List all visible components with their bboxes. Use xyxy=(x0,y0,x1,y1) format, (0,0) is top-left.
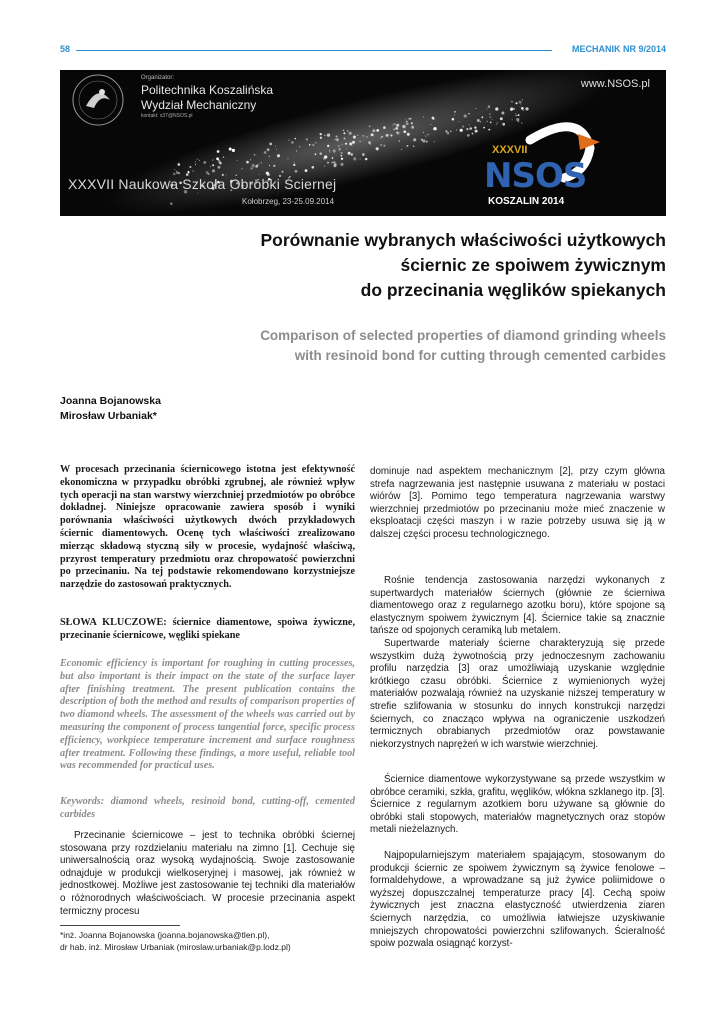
star-dot xyxy=(170,202,172,204)
star-dot xyxy=(192,170,193,171)
footnote-line: *inż. Joanna Bojanowska (joanna.bojanowska@tlen.pl), xyxy=(60,930,270,940)
star-dot xyxy=(489,116,491,118)
star-dot xyxy=(267,148,270,151)
star-dot xyxy=(475,108,476,109)
star-dot xyxy=(487,121,488,122)
star-dot xyxy=(399,140,400,141)
star-dot xyxy=(336,135,338,137)
star-dot xyxy=(347,130,349,132)
star-dot xyxy=(411,122,413,124)
star-dot xyxy=(311,166,314,169)
star-dot xyxy=(197,193,198,194)
star-dot xyxy=(327,133,330,136)
star-dot xyxy=(447,132,450,135)
star-dot xyxy=(380,137,381,138)
star-dot xyxy=(515,102,517,104)
star-dot xyxy=(421,139,423,141)
star-dot xyxy=(365,158,367,160)
star-dot xyxy=(269,165,270,166)
footnote-rule xyxy=(60,925,180,926)
star-dot xyxy=(173,173,176,176)
star-dot xyxy=(341,155,343,157)
star-dot xyxy=(250,167,252,169)
star-dot xyxy=(403,130,406,133)
star-dot xyxy=(401,149,402,150)
star-dot xyxy=(218,160,221,163)
star-dot xyxy=(295,170,298,173)
star-dot xyxy=(477,119,480,122)
star-dot xyxy=(454,111,456,113)
star-dot xyxy=(520,104,521,105)
star-dot xyxy=(523,110,524,111)
university-seal-icon xyxy=(73,75,123,125)
star-dot xyxy=(434,141,435,142)
star-dot xyxy=(522,99,523,100)
star-dot xyxy=(176,173,177,174)
star-dot xyxy=(423,116,424,117)
star-dot xyxy=(488,129,490,131)
star-dot xyxy=(512,119,513,120)
star-dot xyxy=(212,164,214,166)
journal-name: MECHANIK NR 9/2014 xyxy=(571,44,666,54)
star-dot xyxy=(458,121,459,122)
star-dot xyxy=(340,163,343,166)
star-dot xyxy=(466,128,468,130)
body-paragraph: dominuje nad aspektem mechanicznym [2], przy czym główna strefa nagrzewania jest następnie usuwana z materiału w postaci wiórów [3]. Pomimo tego temperatura nagrzewania warstwy wierzchniej przedmiotów po przecinaniu może mieć znaczenie w eksploatacji części maszyn i w razie potrzeby usuwa się ją w dalszej części procesu technologicznego. xyxy=(370,466,665,540)
star-dot xyxy=(497,122,498,123)
star-dot xyxy=(490,121,492,123)
star-dot xyxy=(369,125,371,127)
star-dot xyxy=(362,154,363,155)
star-dot xyxy=(360,141,361,142)
star-dot xyxy=(394,123,396,125)
star-dot xyxy=(188,171,190,173)
star-dot xyxy=(306,138,308,140)
star-dot xyxy=(460,129,463,132)
star-dot xyxy=(319,153,320,154)
star-dot xyxy=(389,134,390,135)
star-dot xyxy=(351,153,353,155)
star-dot xyxy=(212,169,215,172)
star-dot xyxy=(383,145,385,147)
star-dot xyxy=(324,166,325,167)
star-dot xyxy=(345,143,347,145)
star-dot xyxy=(295,138,296,139)
star-dot xyxy=(324,135,325,136)
body-paragraph: Przecinanie ściernicowe – jest to technika obróbki ściernej stosowana przy rozdzielaniu materiału na zimno [1]. Cechuje się uniwersalnością oraz wysoką wydajnością. Swoje zastosowanie odnajduje w produkcji wielkoseryjnej i masowej, jak również w jednostkowej. Możliwe jest zastosowanie tej techniki dla materiałów o różnorodnych właściwościach. W procesie przecinania aspekt termiczny procesu xyxy=(60,830,355,917)
star-dot xyxy=(517,114,519,116)
star-dot xyxy=(501,112,504,115)
star-dot xyxy=(293,164,295,166)
star-dot xyxy=(250,159,251,160)
author-name: Joanna Bojanowska xyxy=(60,395,161,407)
page-number: 58 xyxy=(60,44,71,54)
star-dot xyxy=(349,132,352,135)
star-dot xyxy=(406,123,409,126)
star-dot xyxy=(432,117,435,120)
star-dot xyxy=(371,133,374,136)
star-dot xyxy=(462,125,464,127)
star-dot xyxy=(341,158,343,160)
conference-banner xyxy=(60,70,666,216)
star-dot xyxy=(427,134,429,136)
star-dot xyxy=(510,108,513,111)
star-dot xyxy=(515,115,517,117)
star-dot xyxy=(381,136,383,138)
star-dot xyxy=(450,131,451,132)
star-dot xyxy=(500,117,503,120)
star-dot xyxy=(195,161,196,162)
star-dot xyxy=(406,121,408,123)
star-dot xyxy=(206,171,209,174)
article-title-pl xyxy=(140,228,666,303)
star-dot xyxy=(320,137,322,139)
star-dot xyxy=(336,138,339,141)
star-dot xyxy=(276,149,277,150)
keywords-en: Keywords: diamond wheels, resinoid bond, cutting-off, cemented carbides xyxy=(60,796,355,820)
star-dot xyxy=(433,127,436,130)
star-dot xyxy=(189,166,191,168)
author-name: Mirosław Urbaniak* xyxy=(60,410,157,422)
footnote-line: dr hab. inż. Mirosław Urbaniak (miroslaw.urbaniak@p.lodz.pl) xyxy=(60,942,291,952)
star-dot xyxy=(405,119,406,120)
conference-place-date: Kołobrzeg, 23-25.09.2014 xyxy=(242,197,335,206)
star-dot xyxy=(197,159,198,160)
star-dot xyxy=(217,150,220,153)
conference-title: XXXVII Naukowa Szkoła Obróbki Ściernej xyxy=(68,176,337,192)
body-paragraph: Supertwarde materiały ścierne charakteryzują się przede wszystkim dużą żywotnością przy jednoczesnym zachowaniu profilu narzędzia [3] oraz umożliwiają uzyskanie względnie krótkiego czasu obróbki. Ściernice z wymienionych wyżej materiałów pozwalają również na uzyskanie niższej temperatury w strefie szlifowania w stosunku do innych konstrukcji narzędzi ściernych, co znacząco wpływa na ograniczenie uszkodzeń termicznych obrabianych przedmiotów oraz powstawanie niekorzystnych naprężeń w ich warstwie wierzchniej. xyxy=(370,638,665,750)
star-dot xyxy=(294,162,295,163)
star-dot xyxy=(338,145,340,147)
star-dot xyxy=(341,152,343,154)
star-dot xyxy=(491,119,492,120)
star-dot xyxy=(413,138,416,141)
star-dot xyxy=(329,151,330,152)
abstract-en: Economic efficiency is important for roughing in cutting processes, but also important is their impact on the state of the surface layer after finishing treatment. The present publication contains the description of both the method and results of comparison properties of two diamond wheels. The assessment of the wheels was carried out by measuring the component of process tangential force, specific process efficiency, workpiece temperature increment and surface roughness after treatment. Following these findings, a more useful, reliable tool was recommended for practical uses. xyxy=(60,658,355,772)
star-dot xyxy=(229,148,232,151)
star-dot xyxy=(456,129,457,130)
star-dot xyxy=(177,163,180,166)
body-paragraph: Rośnie tendencja zastosowania narzędzi wykonanych z supertwardych materiałów ściernych (głównie ze ścierniwa diamentowego oraz z regularnego azotku boru), które spojone są elastycznym spoiwem żywicznym [4]. Ściernice takie są znacznie tańsze od spojonych ceramiką lub metalem. xyxy=(370,575,665,637)
star-dot xyxy=(174,169,175,170)
star-dot xyxy=(511,101,513,103)
body-paragraph: Najpopularniejszym materiałem spajającym, stosowanym do produkcji ściernic ze spoiwem żywicznym są żywice fenolowe – formaldehydowe, a wprowadzane są już żywice poliimidowe o wyższej dopuszczalnej temperaturze pracy [4]. Cechą spoiw żywicznych jest znaczna elastyczność utwierdzenia ziaren ściernych narzędzia, co umożliwia łatwiejsze uzyskiwanie mniejszych chropowatości powierzchni szlifowanych. Ścieralność spoiw pozwala osiągnąć korzyst- xyxy=(370,850,665,950)
star-dot xyxy=(338,148,341,151)
star-dot xyxy=(289,140,290,141)
star-dot xyxy=(480,121,482,123)
star-dot xyxy=(411,126,414,129)
star-dot xyxy=(396,124,399,127)
star-dot xyxy=(380,144,382,146)
star-dot xyxy=(212,159,214,161)
star-dot xyxy=(320,133,322,135)
star-dot xyxy=(232,149,235,152)
star-dot xyxy=(393,124,394,125)
logo-text: NSOS xyxy=(484,156,587,196)
star-dot xyxy=(469,127,472,130)
star-dot xyxy=(343,130,344,131)
star-dot xyxy=(246,161,249,164)
star-dot xyxy=(335,139,336,140)
star-dot xyxy=(495,107,498,110)
star-dot xyxy=(203,161,206,164)
star-dot xyxy=(454,114,455,115)
star-dot xyxy=(519,101,522,104)
star-dot xyxy=(264,151,267,154)
star-dot xyxy=(467,134,470,137)
star-dot xyxy=(407,133,410,136)
star-dot xyxy=(431,124,432,125)
title-en-line: with resinoid bond for cutting through cemented carbides xyxy=(294,348,666,363)
authors xyxy=(60,394,161,424)
organizer-faculty: Wydział Mechaniczny xyxy=(141,98,257,112)
organizer-label: Organizator: xyxy=(141,75,175,81)
star-dot xyxy=(521,107,524,110)
logo-roman-numeral: XXXVII xyxy=(492,144,528,156)
star-dot xyxy=(237,160,238,161)
star-dot xyxy=(344,137,346,139)
title-pl-line: Porównanie wybranych właściwości użytkowych xyxy=(260,230,666,250)
star-dot xyxy=(349,142,352,145)
star-dot xyxy=(269,143,272,146)
star-dot xyxy=(343,132,345,134)
star-dot xyxy=(282,171,284,173)
star-dot xyxy=(291,141,294,144)
header-rule xyxy=(76,50,552,51)
organizer-name: Politechnika Koszalińska xyxy=(141,83,274,97)
organizer-contact: kontakt: s37@NSOS.pl xyxy=(141,113,193,119)
star-dot xyxy=(254,154,256,156)
star-dot xyxy=(309,144,311,146)
star-dot xyxy=(261,162,262,163)
star-dot xyxy=(464,114,467,117)
star-dot xyxy=(386,134,389,137)
star-dot xyxy=(296,151,297,152)
star-dot xyxy=(199,160,200,161)
footnote xyxy=(60,929,291,953)
star-dot xyxy=(348,152,351,155)
star-dot xyxy=(210,166,211,167)
star-dot xyxy=(360,158,361,159)
title-pl-line: do przecinania węglików spiekanych xyxy=(360,280,666,300)
title-pl-line: ściernic ze spoiwem żywicznym xyxy=(400,255,666,275)
star-dot xyxy=(397,132,400,135)
abstract-pl: W procesach przecinania ściernicowego istotna jest efektywność ekonomiczna w przypadku obróbki zgrubnej, ale również wpływ tych operacji na stan warstwy wierzchniej przedmiotów po obróbce dokładnej. Niniejsze opracowanie zawiera sposób i wyniki porównania właściwości użytkowych dwóch przykładowych ściernic diamentowych. Ocenę tych właściwości zrealizowano mierząc składową styczną siły w procesie, wydajność właściwą, przyrost temperatury przedmiotu oraz chropowatość powierzchni po przecinaniu. Na tej podstawie rekomendowano korzystniejsze narzędzie do zastosowań praktycznych. xyxy=(60,464,355,591)
star-dot xyxy=(489,113,490,114)
star-dot xyxy=(383,126,386,129)
star-dot xyxy=(362,135,364,137)
star-dot xyxy=(395,127,398,130)
star-dot xyxy=(223,156,225,158)
star-dot xyxy=(406,146,407,147)
star-dot xyxy=(483,127,485,129)
star-dot xyxy=(312,144,314,146)
star-dot xyxy=(521,122,522,123)
star-dot xyxy=(518,121,519,122)
star-dot xyxy=(413,146,414,147)
star-dot xyxy=(216,157,219,160)
star-dot xyxy=(425,136,426,137)
star-dot xyxy=(334,163,337,166)
star-dot xyxy=(488,105,491,108)
star-dot xyxy=(426,141,428,143)
star-dot xyxy=(502,123,505,126)
star-dot xyxy=(487,108,488,109)
conference-url: www.NSOS.pl xyxy=(580,78,650,90)
star-dot xyxy=(481,116,483,118)
star-dot xyxy=(332,157,334,159)
star-dot xyxy=(346,148,347,149)
star-dot xyxy=(329,150,330,151)
star-dot xyxy=(333,149,336,152)
star-dot xyxy=(474,126,476,128)
star-dot xyxy=(258,174,259,175)
article-title-en xyxy=(140,326,666,366)
star-dot xyxy=(475,130,478,133)
star-dot xyxy=(525,107,528,110)
star-dot xyxy=(520,106,521,107)
star-dot xyxy=(273,165,275,167)
keywords-pl: SŁOWA KLUCZOWE: ściernice diamentowe, spoiwa żywiczne, przecinanie ściernicowe, węgliki spiekane xyxy=(60,617,355,641)
logo-city-year: KOSZALIN 2014 xyxy=(488,196,565,207)
star-dot xyxy=(331,162,333,164)
star-dot xyxy=(327,145,329,147)
star-dot xyxy=(353,135,356,138)
star-dot xyxy=(288,158,289,159)
star-dot xyxy=(402,125,405,128)
star-dot xyxy=(259,163,260,164)
star-dot xyxy=(305,169,308,172)
star-dot xyxy=(327,162,329,164)
star-dot xyxy=(323,157,326,160)
star-dot xyxy=(376,129,379,132)
star-dot xyxy=(408,118,410,120)
star-dot xyxy=(496,124,497,125)
star-dot xyxy=(468,113,470,115)
star-dot xyxy=(315,153,317,155)
star-dot xyxy=(178,172,180,174)
star-dot xyxy=(516,118,519,121)
star-dot xyxy=(357,135,358,136)
star-dot xyxy=(275,146,276,147)
star-dot xyxy=(352,141,355,144)
star-dot xyxy=(195,164,196,165)
star-dot xyxy=(342,144,343,145)
star-dot xyxy=(452,118,455,121)
star-dot xyxy=(353,157,356,160)
star-dot xyxy=(315,142,317,144)
star-dot xyxy=(376,147,379,150)
star-dot xyxy=(255,165,258,168)
star-dot xyxy=(299,146,300,147)
star-dot xyxy=(445,130,447,132)
star-dot xyxy=(469,124,470,125)
star-dot xyxy=(472,133,474,135)
star-dot xyxy=(391,135,393,137)
star-dot xyxy=(366,136,367,137)
star-dot xyxy=(372,129,375,132)
star-dot xyxy=(252,164,255,167)
star-dot xyxy=(269,155,271,157)
star-dot xyxy=(393,128,395,130)
star-dot xyxy=(368,141,371,144)
star-dot xyxy=(515,113,516,114)
star-dot xyxy=(393,126,394,127)
star-dot xyxy=(241,168,243,170)
star-dot xyxy=(423,132,424,133)
star-dot xyxy=(218,166,221,169)
title-en-line: Comparison of selected properties of diamond grinding wheels xyxy=(260,328,666,343)
star-dot xyxy=(277,154,280,157)
body-paragraph: Ściernice diamentowe wykorzystywane są przede wszystkim w obróbce ceramiki, szkła, grafitu, węglików, włókna szklanego itp. [3]. Ściernice z regularnym azotkiem boru używane są głównie do obróbki stali stopowych, materiałów magnetycznych oraz stopów metali nieżelaznych. xyxy=(370,774,665,836)
